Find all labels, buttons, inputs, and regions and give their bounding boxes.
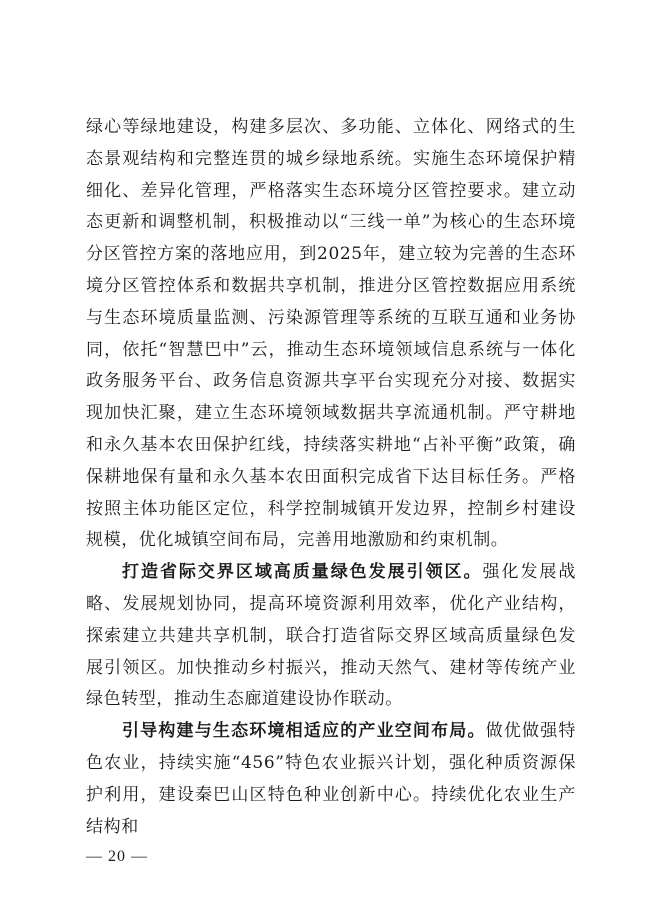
- paragraph-greenland-system: [86, 112, 576, 557]
- paragraph-heading: 打造省际交界区域高质量绿色发展引领区。: [122, 562, 483, 583]
- paragraph-heading: 引导构建与生态环境相适应的产业空间布局。: [122, 721, 486, 742]
- paragraph-industrial-layout: [86, 716, 576, 843]
- document-page: [86, 112, 576, 843]
- paragraph-body: 绿心等绿地建设，构建多层次、多功能、立体化、网络式的生态景观结构和完整连贯的城乡绿地系统。实施生态环境保护精细化、差异化管理，严格落实生态环境分区管控要求。建立动态更新和调整机制，积极推动以“三线一单”为核心的生态环境分区管控方案的落地应用，到2025年，建立较为完善的生态环境分区管控体系和数据共享机制，推进分区管控数据应用系统与生态环境质量监测、污染源管理等系统的互联互通和业务协同，依托“智慧巴中”云，推动生态环境领域信息系统与一体化政务服务平台、政务信息资源共享平台实现充分对接、数据实现加快汇聚，建立生态环境领域数据共享流通机制。严守耕地和永久基本农田保护红线，持续落实耕地“占补平衡”政策，确保耕地保有量和永久基本农田面积完成省下达目标任务。严格按照主体功能区定位，科学控制城镇开发边界，控制乡村建设规模，优化城镇空间布局，完善用地激励和约束机制。: [86, 117, 576, 551]
- paragraph-interprovincial-zone: [86, 557, 576, 716]
- page-number: — 20 —: [86, 848, 148, 865]
- paragraph-body: 做优做强特色农业，持续实施“456”特色农业振兴计划，强化种质资源保护利用，建设秦巴山区特色种业创新中心。持续优化农业生产结构和: [86, 721, 577, 837]
- paragraph-body: 强化发展战略、发展规划协同，提高环境资源利用效率，优化产业结构，探索建立共建共享机制，联合打造省际交界区域高质量绿色发展引领区。加快推动乡村振兴，推动天然气、建材等传统产业绿色转型，推动生态廊道建设协作联动。: [86, 562, 576, 710]
